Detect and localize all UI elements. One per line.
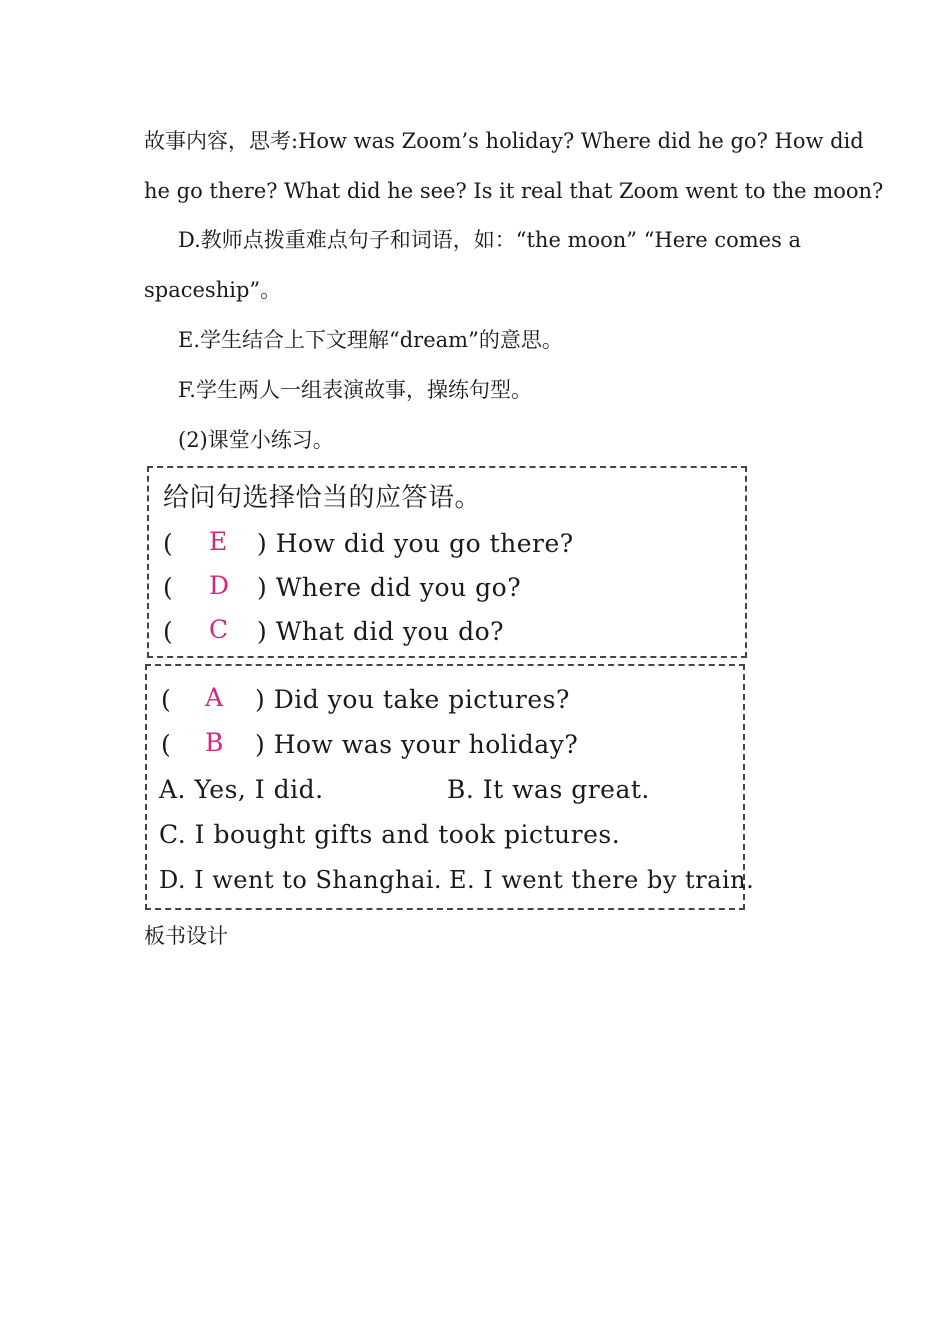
answer-4: A [205,683,224,712]
paragraph-5: E.学生结合上下文理解“dream”的意思。 [178,328,563,352]
open-paren: ( [163,617,174,646]
option-e: E. I went there by train. [449,866,755,894]
option-b: B. It was great. [447,775,650,804]
paragraph-3: D.教师点拨重难点句子和词语，如：“the moon” “Here comes a [178,228,802,252]
question-5: ) How was your holiday? [255,730,579,759]
open-paren: ( [161,685,172,714]
open-paren: ( [161,730,172,759]
answer-3: C [209,615,229,644]
answer-2: D [209,571,230,600]
question-1: ) How did you go there? [257,529,574,558]
paragraph-6: F.学生两人一组表演故事，操练句型。 [178,378,532,402]
answer-1: E [209,527,228,556]
question-2: ) Where did you go? [257,573,522,602]
exercise-instruction: 给问句选择恰当的应答语。 [163,483,482,513]
open-paren: ( [163,573,174,602]
option-d: D. I went to Shanghai. [159,866,443,894]
footer-heading: 板书设计 [144,924,228,948]
paragraph-4: spaceship”。 [144,278,282,302]
option-a: A. Yes, I did. [159,775,324,804]
option-c: C. I bought gifts and took pictures. [159,820,621,849]
exercise-box-top [147,466,747,658]
paragraph-2: he go there? What did he see? Is it real that Zoom went to the moon? [144,179,884,203]
answer-5: B [205,728,224,757]
question-3: ) What did you do? [257,617,505,646]
question-4: ) Did you take pictures? [255,685,570,714]
open-paren: ( [163,529,174,558]
paragraph-7: (2)课堂小练习。 [178,428,334,452]
paragraph-1: 故事内容，思考:How was Zoom’s holiday? Where did he go? How did [144,129,864,153]
exercise-box-bottom [145,664,755,910]
